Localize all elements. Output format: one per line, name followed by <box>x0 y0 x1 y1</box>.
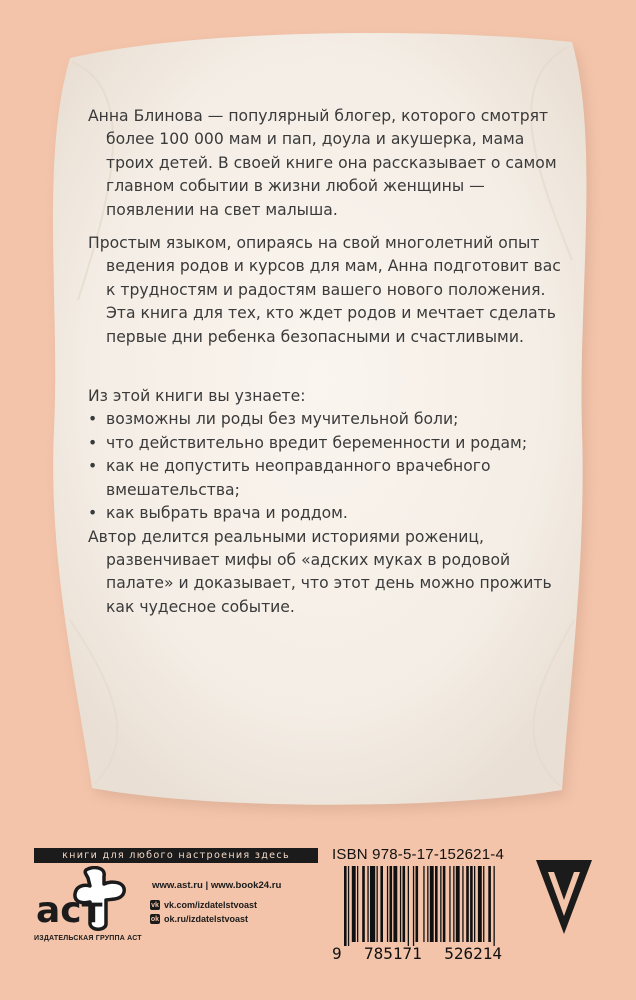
barcode-bar <box>443 866 446 942</box>
description-text <box>88 105 568 619</box>
websites[interactable]: www.ast.ru | www.book24.ru <box>152 880 282 891</box>
list-item: • как не допустить неоправданного врачебного вмешательства; <box>88 457 491 499</box>
closing-paragraph: Автор делится реальными историями рожениц, развенчивает мифы об «адских муках в родовой палате» и доказывает, что этот день можно прожить как чудесное событие. <box>88 527 552 616</box>
barcode-bar <box>478 866 482 942</box>
ok-icon: ok <box>150 915 160 923</box>
barcode-bar <box>449 866 450 942</box>
barcode-bar <box>413 866 414 946</box>
barcode-bar <box>483 866 484 942</box>
barcode-bar <box>344 866 347 946</box>
barcode-bar <box>470 866 473 942</box>
list-item: • что действительно вредит беременности и родам; <box>88 432 568 455</box>
bullet-icon: • <box>88 433 98 452</box>
barcode-bar <box>435 866 438 942</box>
barcode-bar <box>488 866 491 942</box>
barcode-bar <box>440 866 441 942</box>
ast-logo-icon <box>34 866 134 932</box>
list-item: • возможны ли роды без мучительной боли; <box>88 408 568 431</box>
intro-paragraph: Анна Блинова — популярный блогер, которого смотрят более 100 000 мам и пап, доула и акушерка, мама троих детей. В своей книге она рассказывает о самом главном событии в жизни любой женщины — появлении на свет малыша. <box>88 107 557 219</box>
barcode-bar <box>462 866 463 942</box>
barcode-digits: 9 785171 526214 <box>332 944 502 963</box>
second-paragraph: Простым языком, опираясь на свой многолетний опыт ведения родов и курсов для мам, Анна подготовит вас к трудностям и радостям вашего нового положения. Эта книга для тех, кто ждет родов и мечтает сделать первые дни ребенка безопасными и счастливыми. <box>88 234 561 346</box>
barcode-bar <box>387 866 388 942</box>
barcode <box>332 866 502 963</box>
barcode-bar <box>430 866 434 942</box>
barcode-bar <box>456 866 460 942</box>
barcode-bar <box>474 866 475 942</box>
v-logo-icon <box>534 858 594 938</box>
bullet-icon: • <box>88 457 98 476</box>
logo-text: aст <box>36 890 103 931</box>
isbn-number: ISBN 978-5-17-152621-4 <box>332 846 505 863</box>
barcode-bar <box>408 866 409 946</box>
barcode-bar <box>416 866 419 942</box>
bullet-icon: • <box>88 504 98 523</box>
bullet-icon: • <box>88 410 98 429</box>
social-vk-label: vk.com/izdatelstvoast <box>164 900 258 910</box>
social-ok[interactable] <box>150 914 248 924</box>
barcode-bar <box>400 866 401 942</box>
barcode-bar <box>348 866 349 946</box>
barcode-bar <box>362 866 365 942</box>
slogan-banner: книги для любого настроения здесь <box>34 848 318 863</box>
social-vk[interactable] <box>150 900 257 910</box>
barcode-bar <box>370 866 375 942</box>
learn-list <box>88 408 568 525</box>
barcode-bar <box>352 866 356 942</box>
barcode-bar <box>403 866 406 942</box>
list-intro: Из этой книги вы узнаете: <box>88 387 306 406</box>
barcode-bar <box>427 866 428 942</box>
vk-icon: vk <box>151 901 159 909</box>
barcode-bars-icon <box>332 866 502 946</box>
barcode-bar <box>357 866 358 942</box>
list-item: • как выбрать врача и роддом. <box>88 502 568 525</box>
social-ok-label: ok.ru/izdatelstvoast <box>164 914 249 924</box>
barcode-bar <box>393 866 397 942</box>
barcode-bar <box>367 866 368 942</box>
barcode-bar <box>453 866 454 942</box>
barcode-bar <box>423 866 424 942</box>
isbn-block <box>332 846 505 963</box>
barcode-bar <box>380 866 383 942</box>
barcode-bar <box>466 866 469 942</box>
publisher-caption: ИЗДАТЕЛЬСКАЯ ГРУППА АСТ <box>34 935 142 942</box>
barcode-bar <box>390 866 393 942</box>
barcode-bar <box>494 866 495 946</box>
barcode-bar <box>377 866 378 942</box>
